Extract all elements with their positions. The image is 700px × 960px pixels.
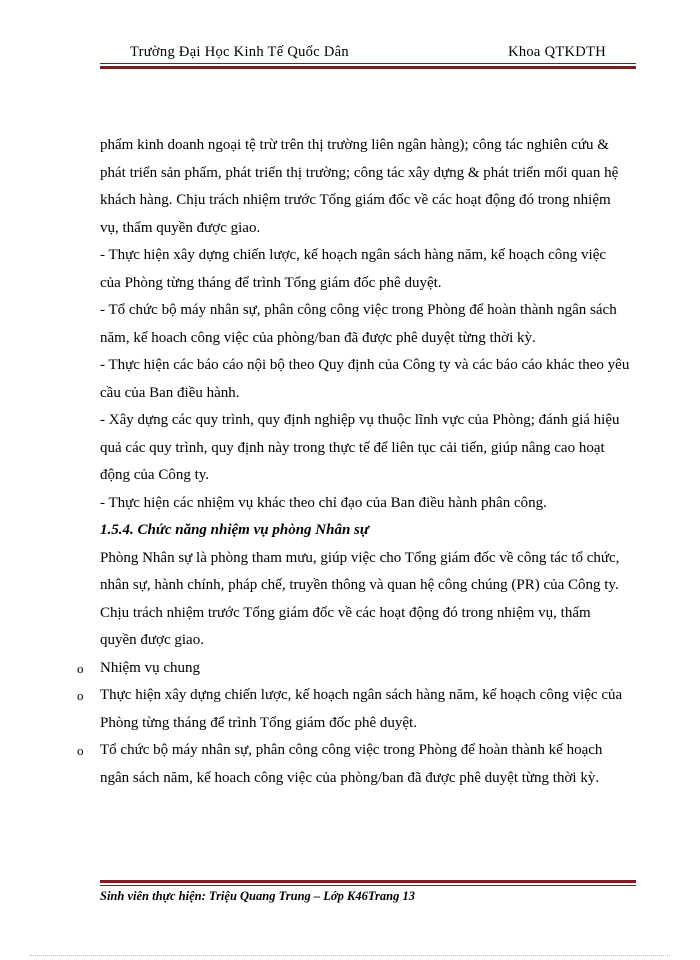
- bullet-text: Tổ chức bộ máy nhân sự, phân công công việc trong Phòng để hoàn thành kế hoạch ngân sách năm, kế hoach công việc của phòng/ban đã được phê duyệt từng thời kỳ.: [100, 742, 603, 786]
- bullet-circle-icon: o: [77, 660, 84, 676]
- bullet-circle-icon: o: [77, 743, 84, 758]
- body-paragraph: - Thực hiện xây dựng chiến lược, kế hoạch ngân sách hàng năm, kế hoạch công việc của Phòng từng tháng để trình Tổng giám đốc phê duyệt.: [100, 247, 607, 291]
- body-paragraph: - Tổ chức bộ máy nhân sự, phân công công việc trong Phòng để hoàn thành ngân sách năm, kế hoach công việc của phòng/ban đã được phê duyệt từng thời kỳ.: [100, 302, 617, 346]
- bullet-item: [77, 655, 630, 683]
- header-university: Trường Đại Học Kinh Tế Quốc Dân: [130, 44, 349, 60]
- page-body: [77, 132, 630, 792]
- page-break-line: [30, 955, 670, 956]
- section-heading: 1.5.4. Chức năng nhiệm vụ phòng Nhân sự: [100, 522, 369, 538]
- bullet-text: Thực hiện xây dựng chiến lược, kế hoạch ngân sách hàng năm, kế hoạch công việc của Phòng từng tháng để trình Tổng giám đốc phê duyệt.: [100, 687, 623, 731]
- header-rule-thick: [100, 66, 636, 69]
- bullet-item: [77, 682, 630, 737]
- body-paragraph: - Xây dựng các quy trình, quy định nghiệp vụ thuộc lĩnh vực của Phòng; đánh giá hiệu quả các quy trình, quy định này trong thực tế để liên tục cải tiến, giúp nâng cao hoạt động của Công ty.: [100, 412, 620, 483]
- body-paragraph: phẩm kinh doanh ngoại tệ trừ trên thị trường liên ngân hàng); công tác nghiên cứu & phát triển sản phẩm, phát triển thị trường; công tác xây dựng & phát triển mối quan hệ khách hàng. Chịu trách nhiệm trước Tổng giám đốc về các hoạt động đó trong nhiệm vụ, thẩm quyền được giao.: [100, 137, 619, 236]
- bullet-item: [77, 737, 630, 792]
- bullet-text: Nhiệm vụ chung: [100, 659, 200, 676]
- body-paragraph: - Thực hiện các báo cáo nội bộ theo Quy định của Công ty và các báo cáo khác theo yêu cầu của Ban điều hành.: [100, 357, 630, 401]
- footer-rule-thick: [100, 880, 636, 883]
- page-footer: Sinh viên thực hiện: Triệu Quang Trung – Lớp K46Trang 13: [100, 889, 415, 903]
- header-rule-thin: [100, 63, 636, 64]
- bullet-circle-icon: o: [77, 688, 84, 703]
- section-paragraph: Phòng Nhân sự là phòng tham mưu, giúp việc cho Tổng giám đốc về công tác tổ chức, nhân sự, hành chính, pháp chế, truyền thông và quan hệ công chúng (PR) của Công ty. Chịu trách nhiệm trước Tổng giám đốc về các hoạt động đó trong nhiệm vụ, thẩm quyền được giao.: [100, 549, 620, 648]
- header-faculty: Khoa QTKDTH: [508, 44, 606, 60]
- body-paragraph: - Thực hiện các nhiệm vụ khác theo chỉ đạo của Ban điều hành phân công.: [100, 494, 547, 511]
- footer-rule-thin: [100, 885, 636, 886]
